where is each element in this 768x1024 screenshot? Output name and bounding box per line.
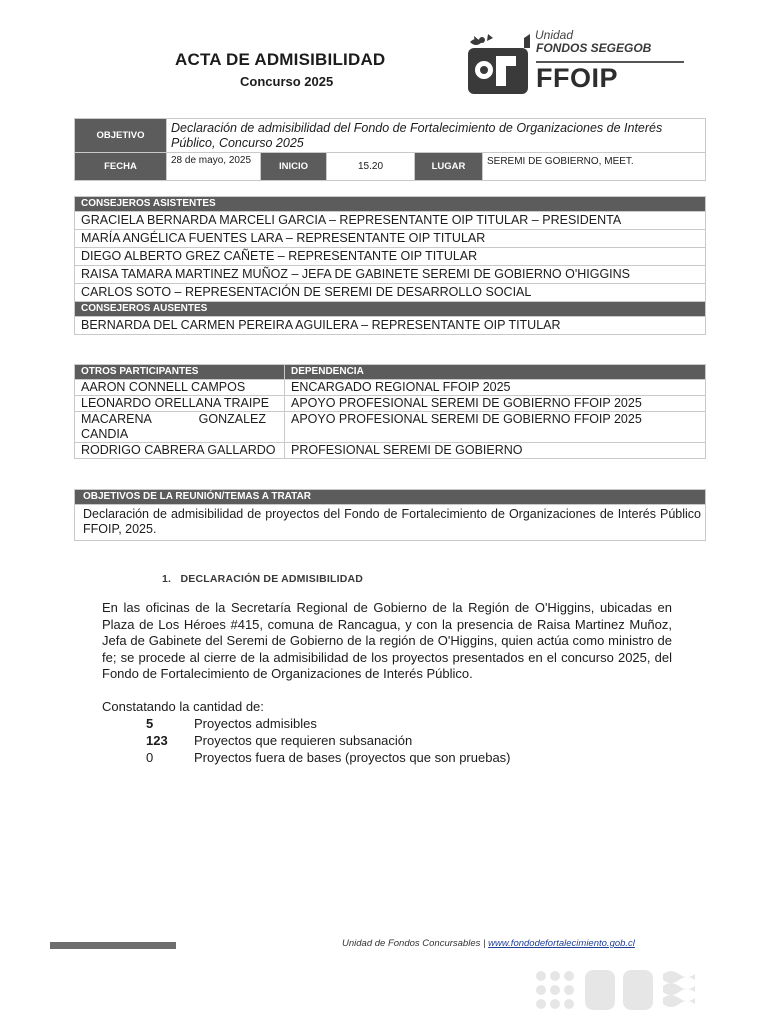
asistente-row: RAISA TAMARA MARTINEZ MUÑOZ – JEFA DE GABINETE SEREMI DE GOBIERNO O'HIGGINS: [75, 266, 706, 284]
logo-unidad-text: Unidad: [535, 28, 574, 42]
footer-bar: [50, 942, 176, 949]
consejeros-table: [74, 196, 706, 335]
objetivos-table: [74, 489, 706, 541]
objetivo-value: Declaración de admisibilidad del Fondo de Fortalecimiento de Organizaciones de Interés Público, Concurso 2025: [167, 119, 706, 153]
participant-name: LEONARDO ORELLANA TRAIPE: [75, 396, 285, 412]
inicio-value: 15.20: [327, 153, 415, 181]
participant-name: [75, 412, 285, 443]
lugar-value: SEREMI DE GOBIERNO, MEET.: [483, 153, 706, 181]
lugar-label: LUGAR: [415, 153, 483, 181]
objetivo-label: OBJETIVO: [75, 119, 167, 153]
count-label: Proyectos que requieren subsanación: [194, 733, 413, 748]
otros-participantes-table: [74, 364, 706, 459]
participant-dep: APOYO PROFESIONAL SEREMI DE GOBIERNO FFOIP 2025: [285, 396, 706, 412]
count-row: [146, 716, 317, 731]
participant-name-text: MACARENA GONZALEZ CANDIA: [81, 412, 266, 441]
counts-intro: Constatando la cantidad de:: [102, 699, 264, 714]
document-subtitle: Concurso 2025: [240, 74, 334, 89]
count-label: Proyectos fuera de bases (proyectos que son pruebas): [194, 750, 511, 765]
footer: [342, 938, 635, 949]
asistentes-header: CONSEJEROS ASISTENTES: [75, 197, 706, 212]
info-table: [74, 118, 706, 181]
otros-col1-header: OTROS PARTICIPANTES: [75, 365, 285, 380]
asistente-row: CARLOS SOTO – REPRESENTACIÓN DE SEREMI DE DESARROLLO SOCIAL: [75, 284, 706, 302]
inicio-label: INICIO: [261, 153, 327, 181]
count-label: Proyectos admisibles: [194, 716, 317, 731]
count-number: 5: [146, 716, 154, 731]
count-number: 0: [146, 750, 154, 765]
objetivos-header: OBJETIVOS DE LA REUNIÓN/TEMAS A TRATAR: [75, 490, 706, 505]
logo-ffoip-text: FFOIP: [536, 63, 618, 93]
objetivos-text: Declaración de admisibilidad de proyectos del Fondo de Fortalecimiento de Organizaciones de Interés Público FFOIP, 2025.: [75, 505, 706, 541]
asistente-row: MARÍA ANGÉLICA FUENTES LARA – REPRESENTANTE OIP TITULAR: [75, 230, 706, 248]
participant-dep: ENCARGADO REGIONAL FFOIP 2025: [285, 380, 706, 396]
participant-name: AARON CONNELL CAMPOS: [75, 380, 285, 396]
asistente-row: DIEGO ALBERTO GREZ CAÑETE – REPRESENTANTE OIP TITULAR: [75, 248, 706, 266]
footer-link[interactable]: www.fondodefortalecimiento.gob.cl: [488, 938, 635, 949]
section-heading: 1. DECLARACIÓN DE ADMISIBILIDAD: [162, 573, 364, 585]
document-title: ACTA DE ADMISIBILIDAD: [175, 50, 386, 69]
count-row: [146, 733, 412, 748]
ausente-row: BERNARDA DEL CARMEN PEREIRA AGUILERA – REPRESENTANTE OIP TITULAR: [75, 317, 706, 335]
asistente-row: GRACIELA BERNARDA MARCELI GARCIA – REPRESENTANTE OIP TITULAR – PRESIDENTA: [75, 212, 706, 230]
fecha-value: 28 de mayo, 2025: [167, 153, 261, 181]
section-paragraph: En las oficinas de la Secretaría Regional de Gobierno de la Región de O'Higgins, ubicadas en Plaza de Los Héroes #415, comuna de Rancagua, y con la presencia de Raisa Martinez Muñoz, Jefa de Gabinete del Seremi de Gobierno de la región de O'Higgins, quien actúa como ministro de fe; se procede al cierre de la admisibilidad de los proyectos presentados en el concurso 2025, del Fondo de Fortalecimiento de Organizaciones de Interés Público.: [102, 600, 672, 681]
ausentes-header: CONSEJEROS AUSENTES: [75, 302, 706, 317]
count-row: [146, 750, 511, 765]
watermark-pattern-icon: [533, 966, 713, 1012]
participant-dep: PROFESIONAL SEREMI DE GOBIERNO: [285, 443, 706, 459]
participant-dep: APOYO PROFESIONAL SEREMI DE GOBIERNO FFOIP 2025: [285, 412, 706, 443]
participant-name: RODRIGO CABRERA GALLARDO: [75, 443, 285, 459]
count-number: 123: [146, 733, 168, 748]
footer-text: Unidad de Fondos Concursables |: [342, 938, 489, 949]
otros-col2-header: DEPENDENCIA: [285, 365, 706, 380]
logo-fondos-text: FONDOS SEGEGOB: [536, 41, 652, 55]
fecha-label: FECHA: [75, 153, 167, 181]
